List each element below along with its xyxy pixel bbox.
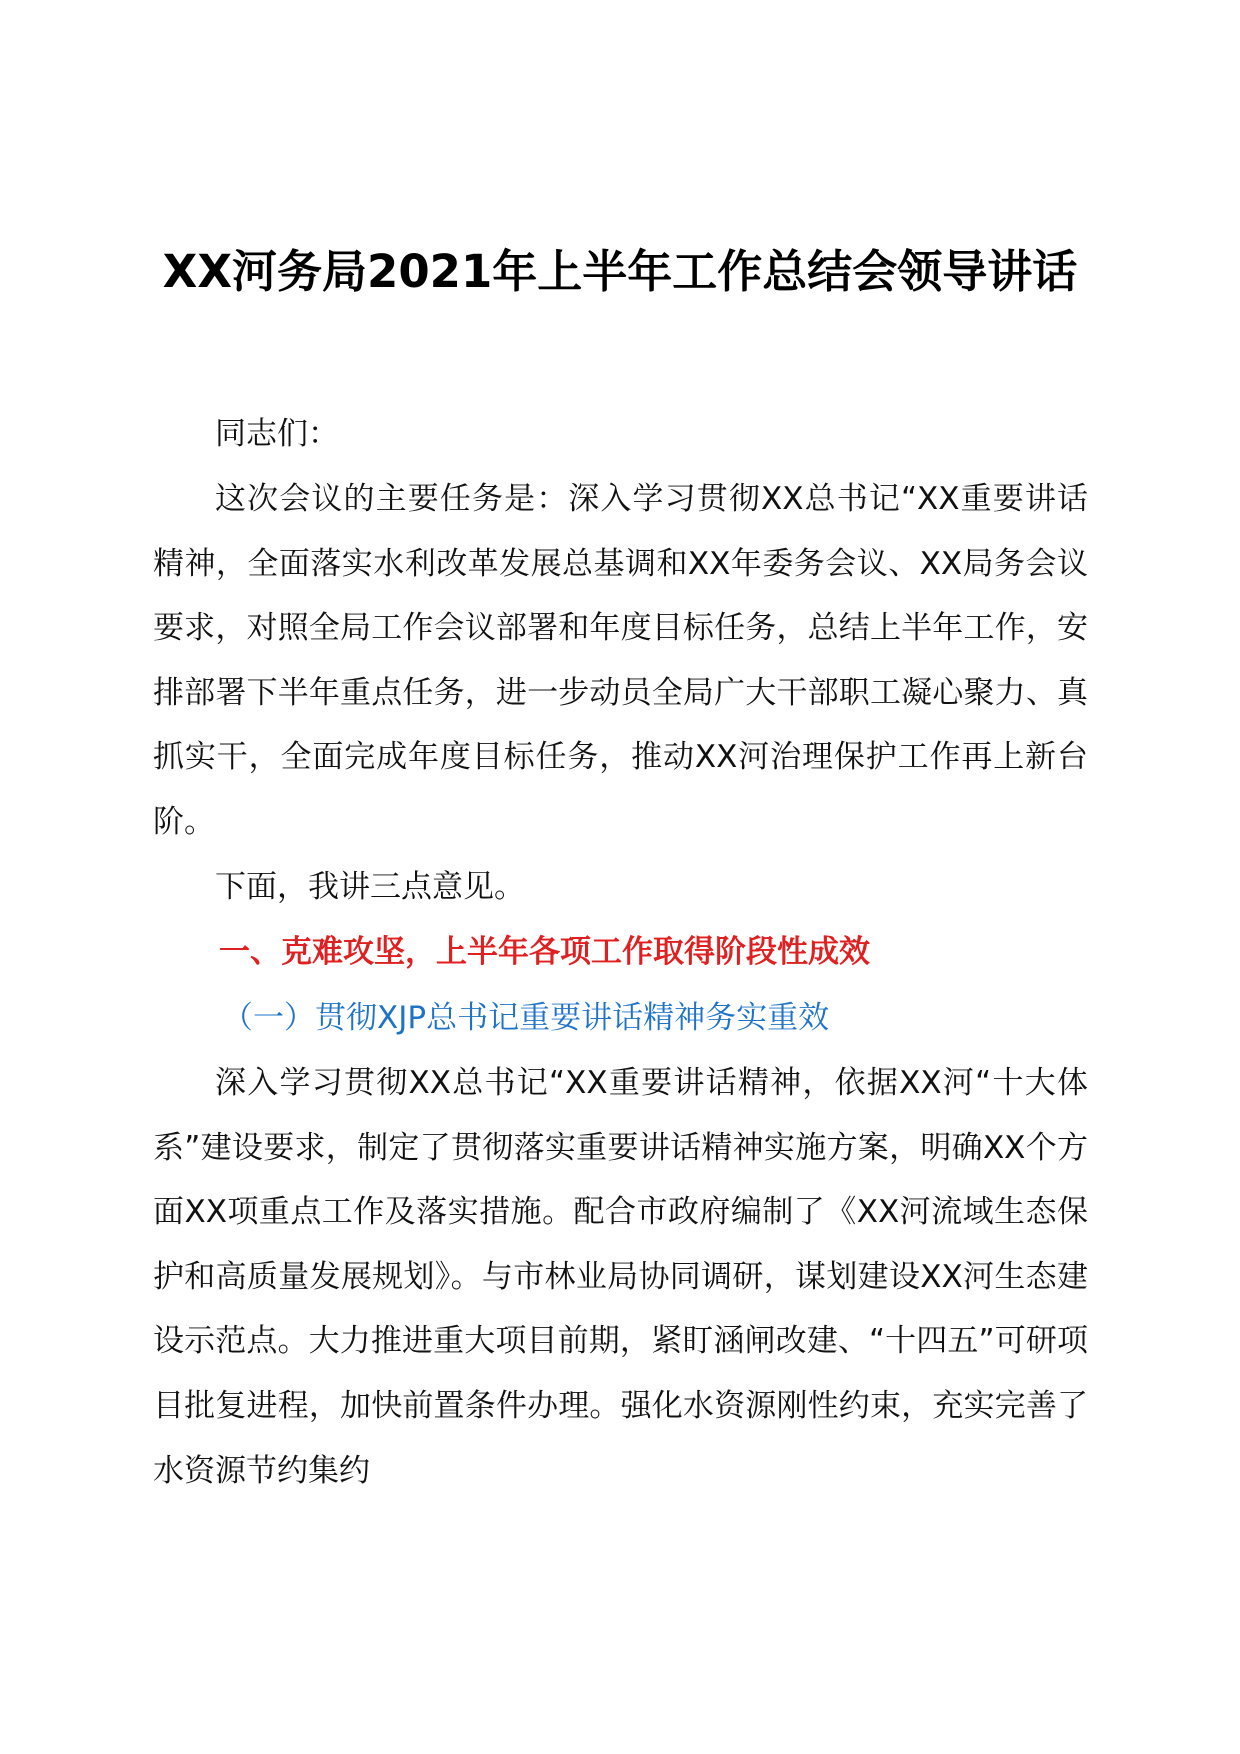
subsection-heading: （一）贯彻XJP总书记重要讲话精神务实重效 — [222, 1000, 830, 1036]
intro-paragraph: 这次会议的主要任务是：深入学习贯彻XX总书记“XX重要讲话精神，全面落实水利改革发展总基调和XX年委务会议、XX局务会议要求，对照全局工作会议部署和年度目标任务，总结上半年工作，安排部署下半年重点任务，进一步动员全局广大干部职工凝心聚力、真抓实干，全面完成年度目标任务，推动XX河治理保护工作再上新台阶。 — [153, 481, 1088, 840]
document-title: XX河务局2021年上半年工作总结会领导讲话 — [162, 245, 1078, 298]
greeting-line: 同志们： — [215, 416, 339, 452]
lead-paragraph: 下面，我讲三点意见。 — [215, 869, 525, 905]
body-paragraph: 深入学习贯彻XX总书记“XX重要讲话精神，依据XX河“十大体系”建设要求，制定了贯彻落实重要讲话精神实施方案，明确XX个方面XX项重点工作及落实措施。配合市政府编制了《XX河流域生态保护和高质量发展规划》。与市林业局协同调研，谋划建设XX河生态建设示范点。大力推进重大项目前期，紧盯涵闸改建、“十四五”可研项目批复进程，加快前置条件办理。强化水资源刚性约束，充实完善了水资源节约集约 — [153, 1065, 1088, 1489]
section-heading: 一、克难攻坚，上半年各项工作取得阶段性成效 — [219, 934, 870, 970]
